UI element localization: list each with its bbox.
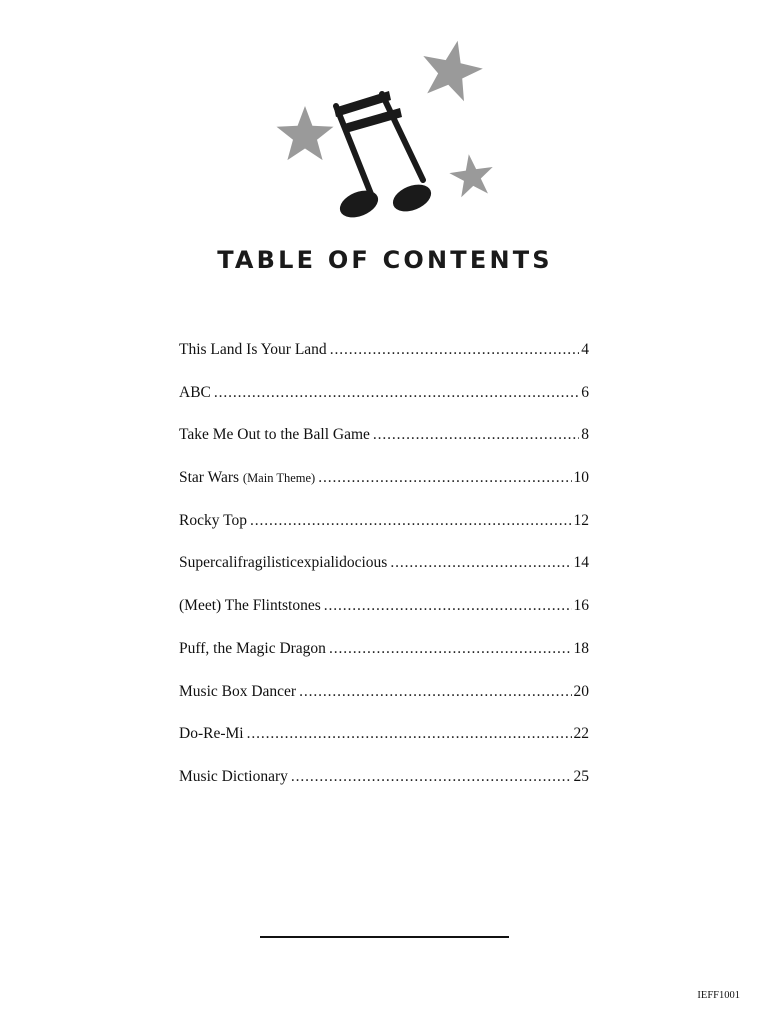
- toc-entry-title-text: Music Box Dancer: [179, 682, 297, 700]
- toc-entry-leader: [390, 551, 571, 575]
- toc-entry: [179, 594, 589, 637]
- toc-entry-title-text: Star Wars: [179, 469, 240, 487]
- toc-entry-title: [179, 680, 296, 704]
- toc-entry-title: [179, 594, 321, 618]
- toc-entry-leader: [214, 381, 579, 405]
- toc-entry: [179, 551, 589, 594]
- toc-entry-leader: [247, 722, 572, 746]
- toc-entry-title-text: Do-Re-Mi: [179, 725, 244, 743]
- toc-entry-subtitle: (Main Theme): [242, 471, 316, 486]
- toc-entry-title-text: Take Me Out to the Ball Game: [179, 426, 370, 444]
- toc-entry: [179, 680, 589, 723]
- toc-entry-page: 12: [573, 511, 589, 529]
- toc-entry: [179, 466, 589, 509]
- toc-entry-leader: [329, 637, 572, 661]
- toc-entry-title: [179, 466, 315, 490]
- toc-entry-title-text: Puff, the Magic Dragon: [179, 639, 326, 657]
- toc-entry-title: [179, 637, 326, 661]
- toc-entry-title-text: (Meet) The Flintstones: [179, 597, 321, 615]
- star-icon: [447, 151, 496, 198]
- toc-entry: [179, 637, 589, 680]
- toc-entry-title: [179, 338, 327, 362]
- toc-entry-leader: [318, 466, 571, 490]
- star-icon: [277, 106, 334, 160]
- toc-list: [179, 338, 589, 808]
- toc-entry: [179, 722, 589, 765]
- toc-entry-title-text: Supercalifragilisticexpialidocious: [179, 554, 388, 572]
- toc-entry-page: 14: [573, 554, 589, 572]
- toc-entry-page: 4: [581, 341, 589, 358]
- toc-entry-leader: [250, 509, 572, 533]
- toc-entry-page: 8: [581, 426, 589, 444]
- toc-entry: [179, 765, 589, 808]
- toc-entry-leader: [299, 680, 571, 704]
- star-icon: [416, 36, 488, 104]
- toc-entry-page: 20: [573, 682, 589, 700]
- page-title: TABLE OF CONTENTS: [217, 246, 553, 274]
- product-code: IEFF1001: [697, 990, 740, 1001]
- toc-entry-title: [179, 551, 387, 575]
- toc-entry-title: [179, 509, 247, 533]
- toc-entry-title: [179, 722, 244, 746]
- toc-entry-title-text: Rocky Top: [179, 511, 247, 529]
- toc-entry-leader: [373, 423, 579, 447]
- divider: [260, 936, 509, 938]
- toc-entry-title: [179, 423, 370, 447]
- toc-entry-leader: [291, 765, 572, 789]
- music-note-with-stars-icon: [270, 36, 500, 228]
- toc-entry: [179, 423, 589, 466]
- toc-entry: [179, 381, 589, 424]
- toc-entry-page: 6: [581, 383, 589, 401]
- toc-entry-title-text: ABC: [179, 383, 211, 401]
- toc-entry-page: 22: [573, 725, 589, 743]
- toc-entry-leader: [324, 594, 572, 618]
- toc-entry-title-text: This Land Is Your Land: [179, 341, 327, 358]
- toc-entry-title: [179, 381, 211, 405]
- toc-entry-page: 16: [573, 597, 589, 615]
- toc-entry-page: 10: [573, 469, 589, 487]
- toc-entry-leader: [330, 338, 580, 362]
- toc-entry: [179, 338, 589, 381]
- toc-entry-title: [179, 765, 288, 789]
- toc-entry-page: 25: [573, 767, 589, 785]
- toc-entry-title-text: Music Dictionary: [179, 767, 288, 785]
- toc-entry: [179, 509, 589, 552]
- toc-entry-page: 18: [573, 639, 589, 657]
